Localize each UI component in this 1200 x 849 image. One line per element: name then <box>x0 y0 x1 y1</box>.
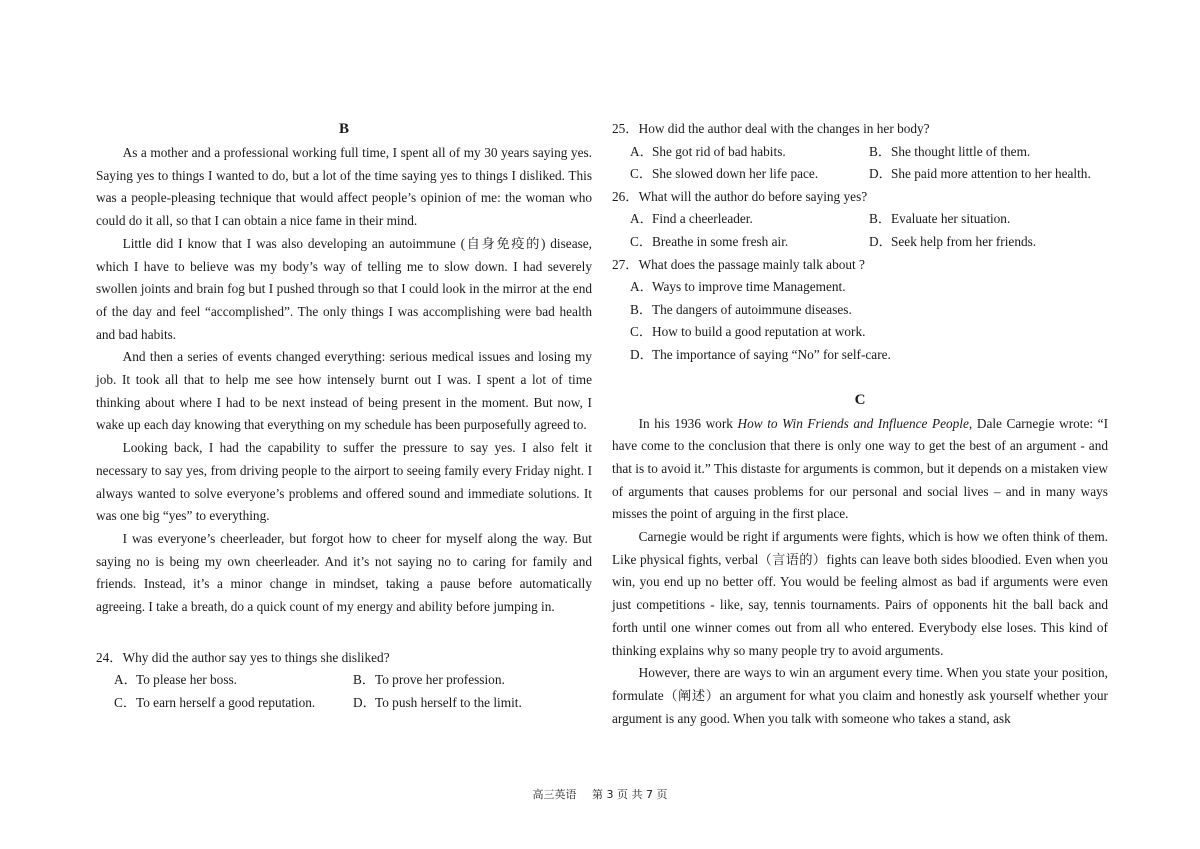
question-25-option-b: B．She thought little of them. <box>869 143 1031 159</box>
section-c-paragraph-3: However, there are ways to win an argument every time. When you state your position, formulate（阐述）an argument for what you claim and honestly ask yourself whether your argument is any good. When you talk with someone who takes a stand, ask <box>612 665 1108 726</box>
question-25-stem: 25．How did the author deal with the changes in her body? <box>612 121 930 136</box>
section-b-paragraph-3: And then a series of events changed everything: serious medical issues and losing my job. It took all that to help me see how intensely burnt out I was. I spent a lot of time thinking about where I had to be next instead of being present in the moment. But now, I wake up each day knowing that everything on my schedule has been purposefully agreed to. <box>96 349 592 433</box>
question-26-option-d: D．Seek help from her friends. <box>869 233 1037 249</box>
right-column <box>612 118 1108 730</box>
question-24-options <box>96 669 592 714</box>
question-26-stem: 26．What will the author do before saying yes? <box>612 188 868 204</box>
section-c-paragraph-2: Carnegie would be right if arguments were fights, which is how we often think of them. Like physical fights, verbal（言语的）fights can leave both sides bloodied. Even when you win, you end up no better off. You would be feeling almost as bad if arguments were even just competitions - like, say, tennis tournaments. Pairs of opponents hit the ball back and forth until one winner comes out from all who entered. Everybody else loses. This kind of thinking explains why so many people try to avoid arguments. <box>612 529 1108 658</box>
section-b-paragraph-2: Little did I know that I was also developing an autoimmune (自身免疫的) disease, which I have to believe was my body’s way of telling me to slow down. I had severely swollen joints and brain fog but I pushed through so that I could look in the mirror at the end of the day and feel “accomplished”. The only things I was accomplishing were bad health and bad habits. <box>96 235 592 342</box>
question-26-option-b: B．Evaluate her situation. <box>869 211 1011 227</box>
footer-subject: 高三英语 <box>532 788 577 801</box>
question-26-option-a: A．Find a cheerleader. <box>630 211 753 227</box>
question-25-option-a: A．She got rid of bad habits. <box>630 143 786 159</box>
question-24-option-a: A．To please her boss. <box>114 672 237 688</box>
question-27-option-b: B．The dangers of autoimmune diseases. <box>630 301 852 317</box>
left-column <box>96 118 592 715</box>
question-26-option-c: C．Breathe in some fresh air. <box>630 233 789 249</box>
question-27-stem: 27．What does the passage mainly talk about ? <box>612 256 865 272</box>
question-25-option-d: D．She paid more attention to her health. <box>869 166 1091 182</box>
footer-page-info: 第 3 页 共 7 页 <box>592 788 668 801</box>
question-24-option-b: B．To prove her profession. <box>353 672 505 688</box>
book-title: How to Win Friends and Influence People <box>737 415 969 431</box>
question-24-option-c: C．To earn herself a good reputation. <box>114 694 316 710</box>
question-25-options <box>612 141 1108 186</box>
question-27-option-d: D．The importance of saying “No” for self-care. <box>630 346 891 362</box>
question-24 <box>96 647 592 715</box>
question-27 <box>612 254 1108 367</box>
page-footer <box>0 786 1200 802</box>
section-c-paragraph-1: In his 1936 work How to Win Friends and Influence People, Dale Carnegie wrote: “I have come to the conclusion that there is only one way to get the best of an argument - and that is to avoid it.” This distaste for arguments is common, but it depends on a mistaken view of arguments that causes problems for our personal and social lives – and in many ways misses the point of arguing in the first place. <box>612 415 1109 522</box>
question-27-option-a: A．Ways to improve time Management. <box>630 279 846 295</box>
question-25-option-c: C．She slowed down her life pace. <box>630 166 819 182</box>
question-27-option-c: C．How to build a good reputation at work. <box>630 324 866 340</box>
section-b-title: B <box>338 121 349 137</box>
question-26 <box>612 186 1108 254</box>
question-25 <box>612 118 1108 186</box>
question-26-options <box>612 208 1108 253</box>
section-b-paragraph-4: Looking back, I had the capability to suffer the pressure to say yes. I also felt it necessary to say yes, from driving people to the airport to seeing family every Friday night. I always wanted to solve everyone’s problems and offered sound and immediate solutions. It was one big “yes” to everything. <box>96 440 592 524</box>
section-b-paragraph-1: As a mother and a professional working full time, I spent all of my 30 years saying yes. Saying yes to things I wanted to do, but a lot of the time saying yes to things I disliked. This was a people-pleasing technique that would affect people’s opinion of me: the woman who could do it all, so that I can obtain a nice fame in their mind. <box>96 145 592 229</box>
question-24-option-d: D．To push herself to the limit. <box>353 694 522 710</box>
question-27-options <box>612 276 1108 366</box>
section-b-paragraph-5: I was everyone’s cheerleader, but forgot how to cheer for myself along the way. But saying no is being my own cheerleader. And it’s not saying no to caring for family and friends. Instead, it’s a minor change in mindset, taking a pause before automatically agreeing. I take a breath, do a quick count of my energy and ability before jumping in. <box>96 530 592 615</box>
section-c-title: C <box>854 391 866 408</box>
question-24-stem: 24．Why did the author say yes to things she disliked? <box>96 649 390 665</box>
